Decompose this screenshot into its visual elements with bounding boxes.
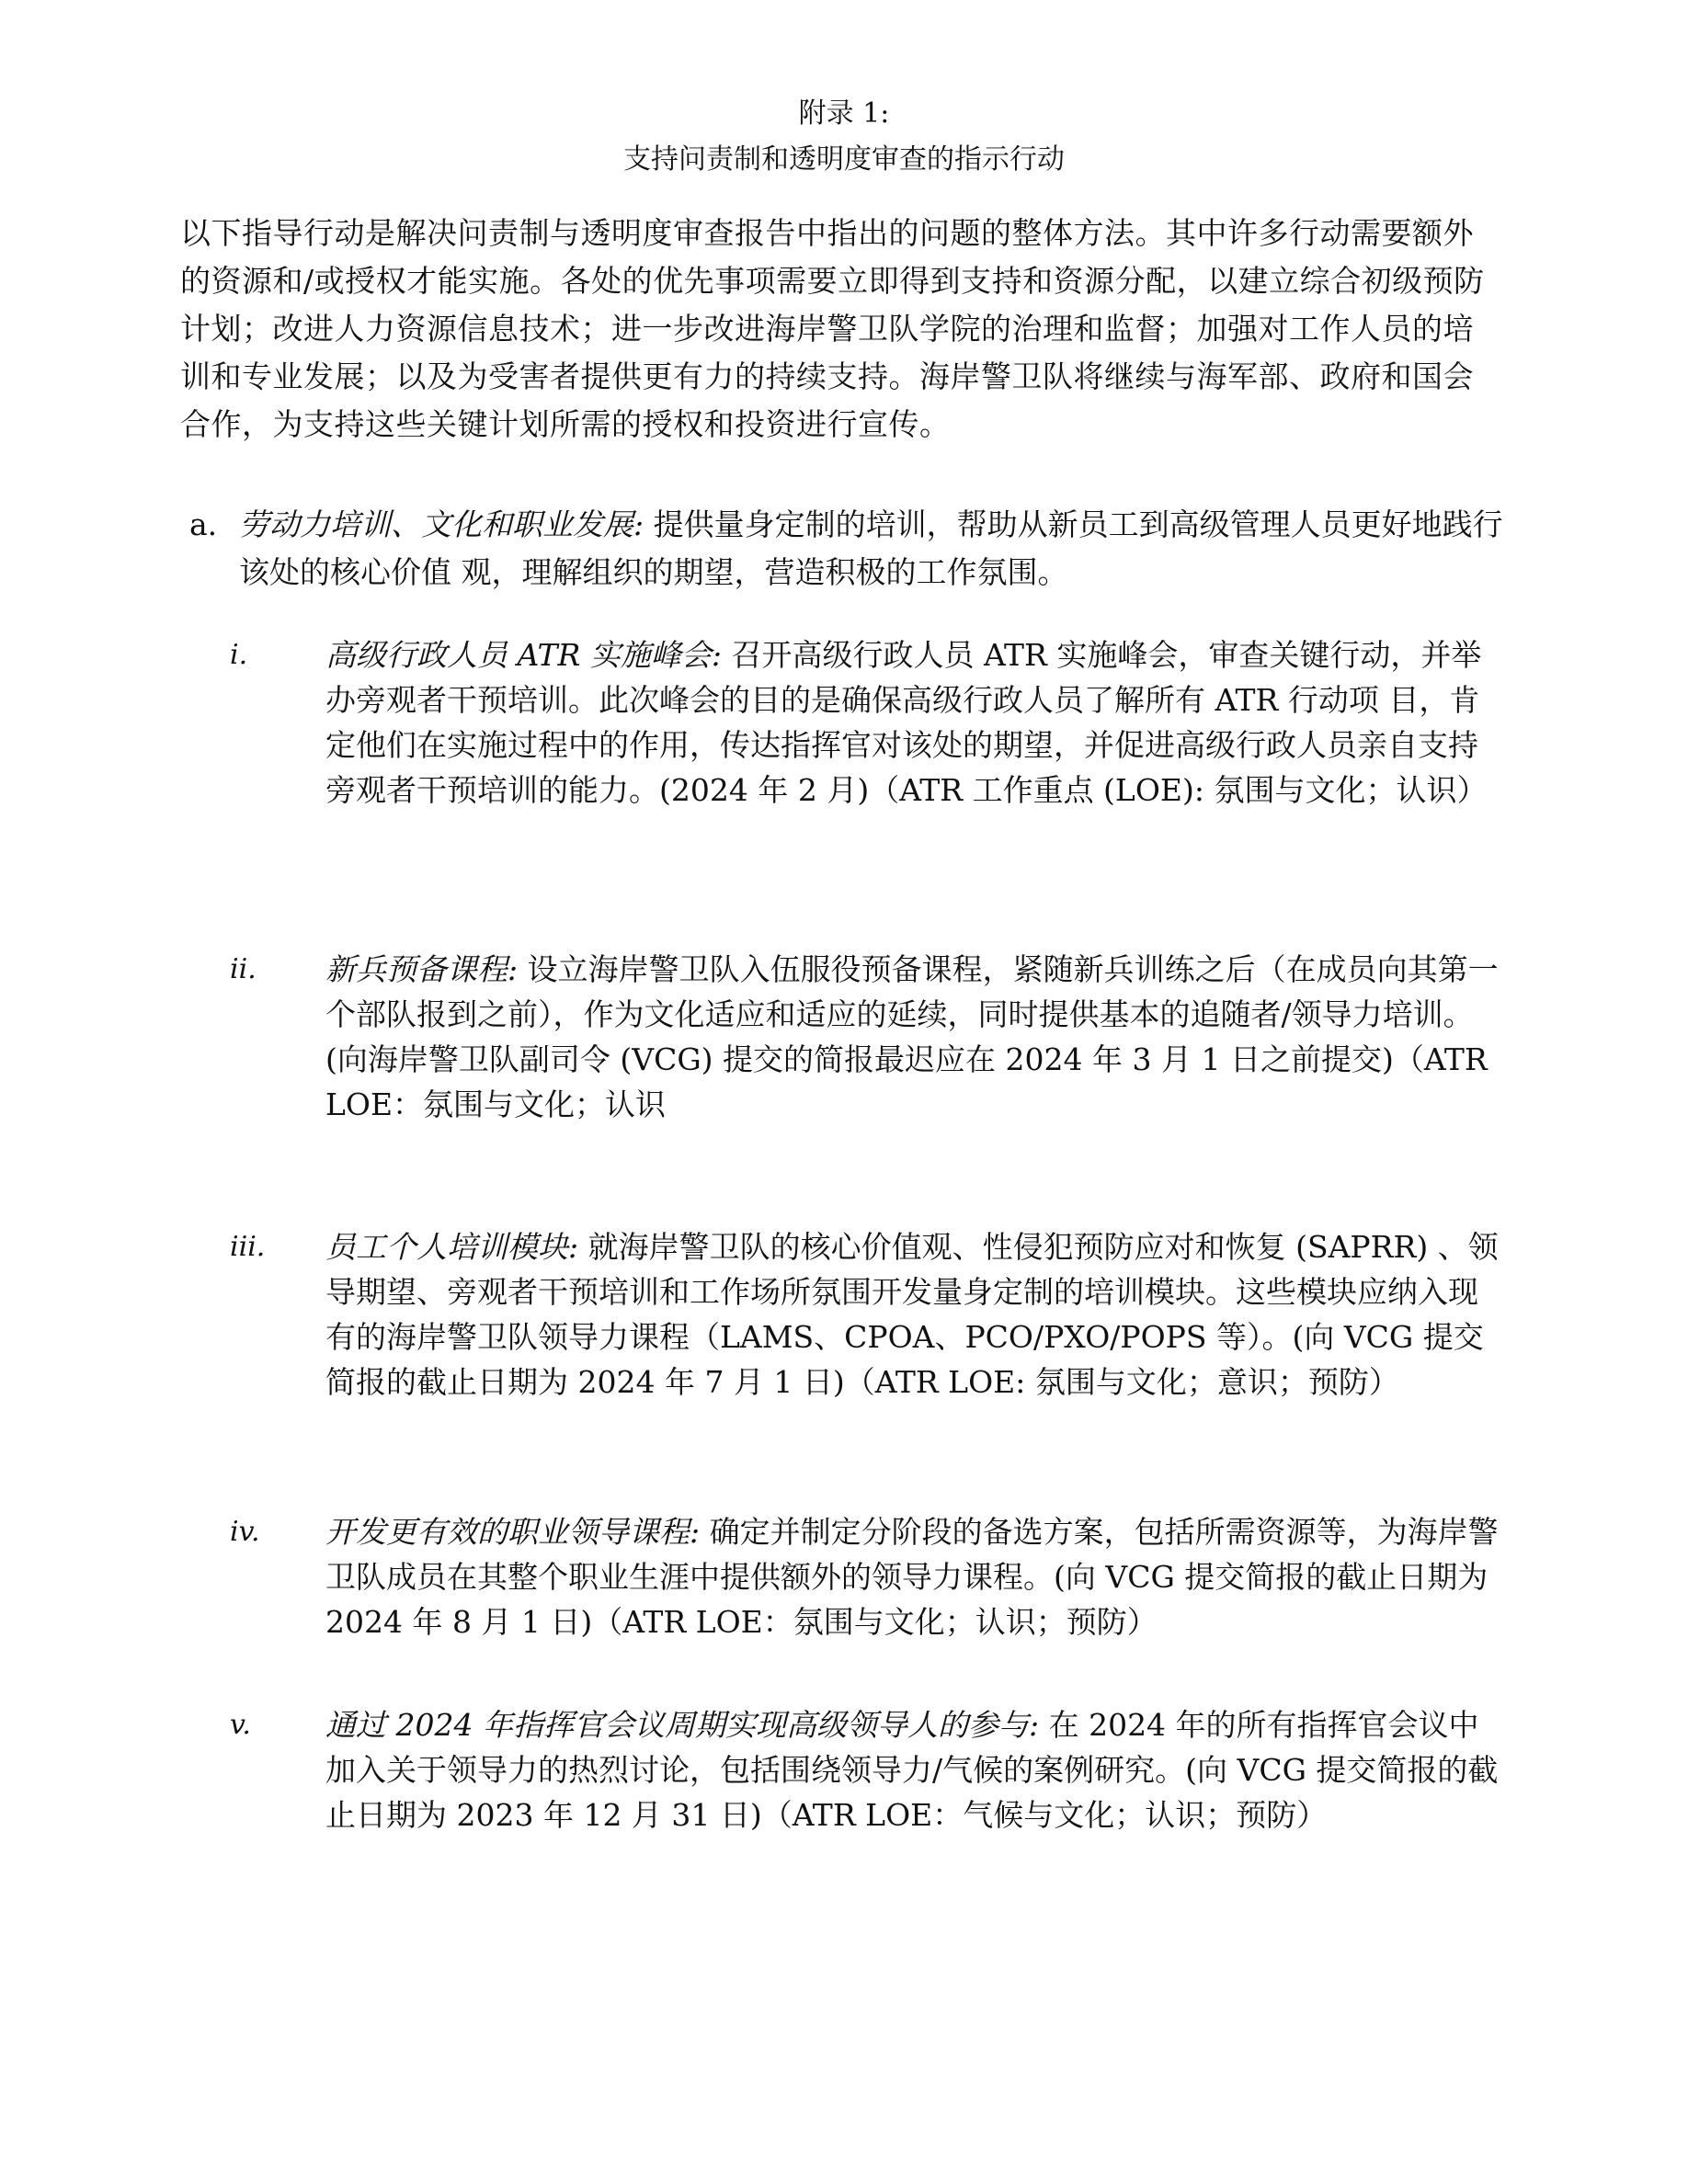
- intro-paragraph: 以下指导行动是解决问责制与透明度审查报告中指出的问题的整体方法。其中许多行动需要额外的资源和/或授权才能实施。各处的优先事项需要立即得到支持和资源分配，以建立综合初级预防计划；改进人力资源信息技术；进一步改进海岸警卫队学院的治理和监督；加强对工作人员的培训和专业发展；以及为受害者提供更有力的持续支持。海岸警卫队将继续与海军部、政府和国会合作，为支持这些关键计划所需的授权和投资进行宣传。: [180, 215, 1485, 442]
- list-item-title: 新兵预备课程:: [325, 951, 519, 987]
- page-title: 支持问责制和透明度审查的指示行动: [623, 143, 1065, 176]
- list-item-body: 在 2024 年的所有指挥官会议中加入关于领导力的热烈讨论，包括围绕领导力/气候的案例研究。(向 VCG 提交简报的截止日期为 2023 年 12 月 31 日)（ATR LOE：气候与文化；认识；预防）: [325, 1707, 1499, 1833]
- list-marker: ii.: [230, 953, 257, 985]
- subitem-iii: [230, 1224, 1508, 1405]
- list-item-title: 劳动力培训、文化和职业发展:: [239, 506, 644, 542]
- appendix-label: 附录 1:: [798, 97, 890, 130]
- list-item-body: 召开高级行政人员 ATR 实施峰会，审查关键行动，并举办旁观者干预培训。此次峰会的目的是确保高级行政人员了解所有 ATR 行动项 目，肯定他们在实施过程中的作用，传达指挥官对该处的期望，并促进高级行政人员亲自支持旁观者干预培训的能力。(2024 年 2 月)（ATR 工作重点 (LOE): 氛围与文化；认识）: [325, 637, 1488, 808]
- list-marker: iii.: [230, 1231, 266, 1263]
- list-item-body: 提供量身定制的培训，帮助从新员工到高级管理人员更好地践行该处的核心价值 观，理解组织的期望，营造积极的工作氛围。: [239, 506, 1503, 590]
- list-item-text: [325, 1702, 1508, 1837]
- list-item-text: [325, 632, 1508, 813]
- subitem-iv: [230, 1509, 1508, 1644]
- list-marker: v.: [230, 1709, 251, 1741]
- subitem-ii: [230, 947, 1508, 1127]
- subitem-i: [230, 632, 1508, 813]
- list-item-text: [325, 1224, 1508, 1405]
- list-marker: i.: [230, 639, 248, 671]
- list-item-title: 通过 2024 年指挥官会议周期实现高级领导人的参与:: [325, 1707, 1040, 1743]
- list-item-title: 高级行政人员 ATR 实施峰会:: [325, 637, 722, 673]
- list-item-text: [325, 1509, 1508, 1644]
- list-marker: iv.: [230, 1516, 260, 1548]
- list-item-body: 就海岸警卫队的核心价值观、性侵犯预防应对和恢复 (SAPRR) 、领导期望、旁观者干预培训和工作场所氛围开发量身定制的培训模块。这些模块应纳入现有的海岸警卫队领导力课程（LAMS、CPOA、PCO/PXO/POPS 等）。(向 VCG 提交简报的截止日期为 2024 年 7 月 1 日)（ATR LOE: 氛围与文化；意识；预防）: [325, 1229, 1499, 1400]
- list-item-title: 开发更有效的职业领导课程:: [325, 1514, 701, 1550]
- list-marker: a.: [189, 506, 218, 542]
- list-item-text: [325, 947, 1508, 1127]
- list-item-text: [239, 501, 1504, 597]
- list-item-title: 员工个人培训模块:: [325, 1229, 579, 1265]
- list-item-a: [189, 501, 1504, 597]
- subitem-v: [230, 1702, 1508, 1837]
- list-item-body: 确定并制定分阶段的备选方案，包括所需资源等，为海岸警卫队成员在其整个职业生涯中提供额外的领导力课程。(向 VCG 提交简报的截止日期为 2024 年 8 月 1 日)（ATR LOE：氛围与文化；认识；预防）: [325, 1514, 1499, 1640]
- list-item-body: 设立海岸警卫队入伍服役预备课程，紧随新兵训练之后（在成员向其第一个部队报到之前），作为文化适应和适应的延续，同时提供基本的追随者/领导力培训。(向海岸警卫队副司令 (VCG) 提交的简报最迟应在 2024 年 3 月 1 日之前提交)（ATR LOE：氛围与文化；认识: [325, 951, 1499, 1122]
